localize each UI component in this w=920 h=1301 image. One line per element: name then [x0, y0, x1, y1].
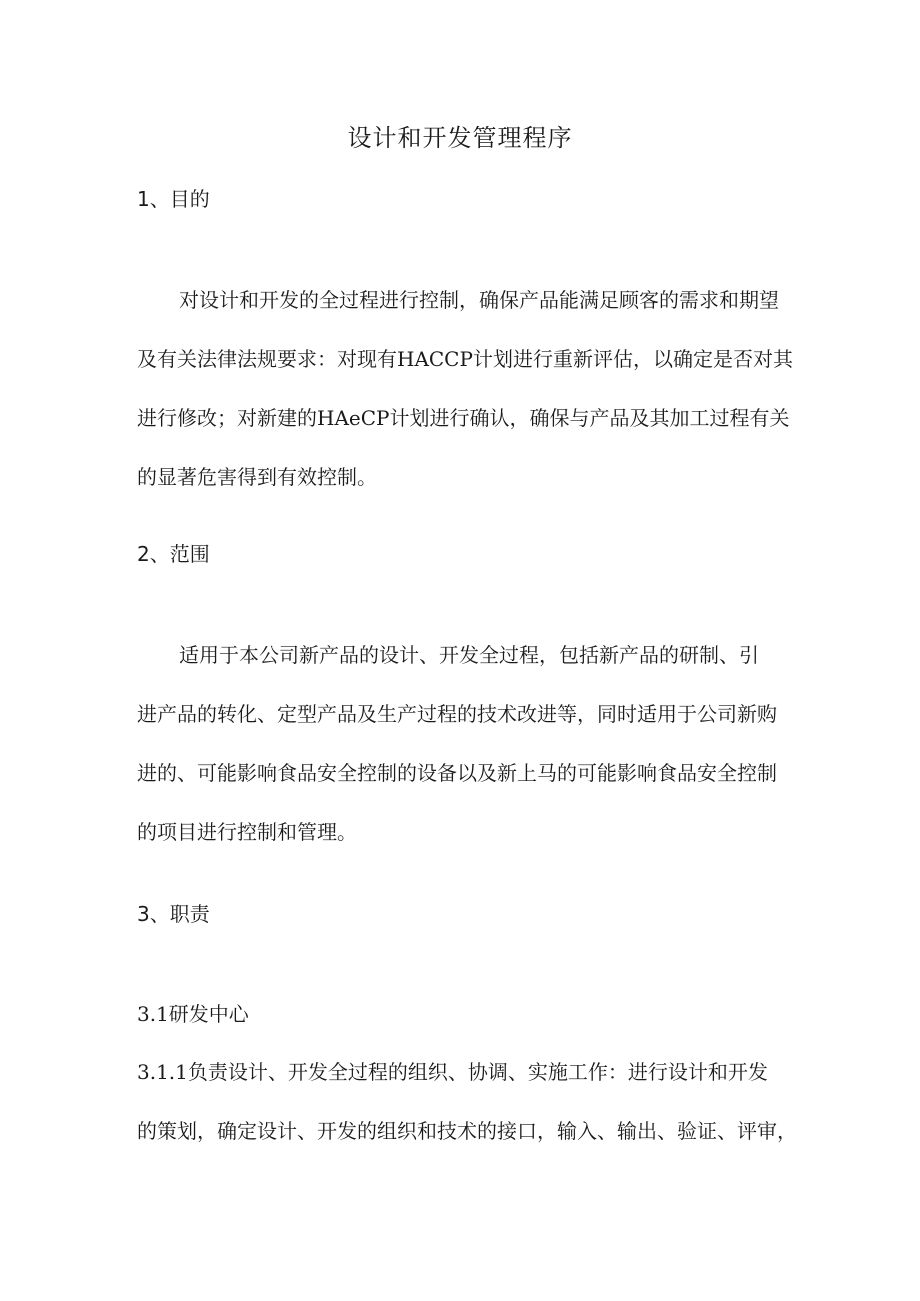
section-paragraph-scope — [137, 637, 797, 851]
paragraph-line: 适用于本公司新产品的设计、开发全过程，包括新产品的研制、引 — [179, 643, 759, 667]
document-title: 设计和开发管理程序 — [347, 124, 573, 152]
sub-heading-rd-center: 3.1研发中心 — [137, 1002, 249, 1026]
section-paragraph-purpose — [137, 282, 797, 496]
section-heading-responsibilities: 3、职责 — [137, 902, 210, 926]
section-heading-scope: 2、范围 — [137, 542, 210, 566]
paragraph-line: 及有关法律法规要求：对现有HACCP计划进行重新评估，以确定是否对其 — [137, 347, 793, 371]
paragraph-line: 的策划，确定设计、开发的组织和技术的接口，输入、输出、验证、评审， — [137, 1119, 797, 1143]
paragraph-line: 进的、可能影响食品安全控制的设备以及新上马的可能影响食品安全控制 — [137, 761, 777, 785]
paragraph-line: 进行修改；对新建的HAeCP计划进行确认，确保与产品及其加工过程有关 — [137, 406, 790, 430]
paragraph-line: 对设计和开发的全过程进行控制，确保产品能满足顾客的需求和期望 — [179, 288, 779, 312]
section-paragraph-responsibilities — [137, 1054, 797, 1150]
section-heading-purpose: 1、目的 — [137, 187, 210, 211]
paragraph-line: 的显著危害得到有效控制。 — [137, 465, 377, 489]
paragraph-line: 3.1.1负责设计、开发全过程的组织、协调、实施工作：进行设计和开发 — [137, 1060, 768, 1084]
paragraph-line: 进产品的转化、定型产品及生产过程的技术改进等，同时适用于公司新购 — [137, 702, 777, 726]
paragraph-line: 的项目进行控制和管理。 — [137, 820, 357, 844]
